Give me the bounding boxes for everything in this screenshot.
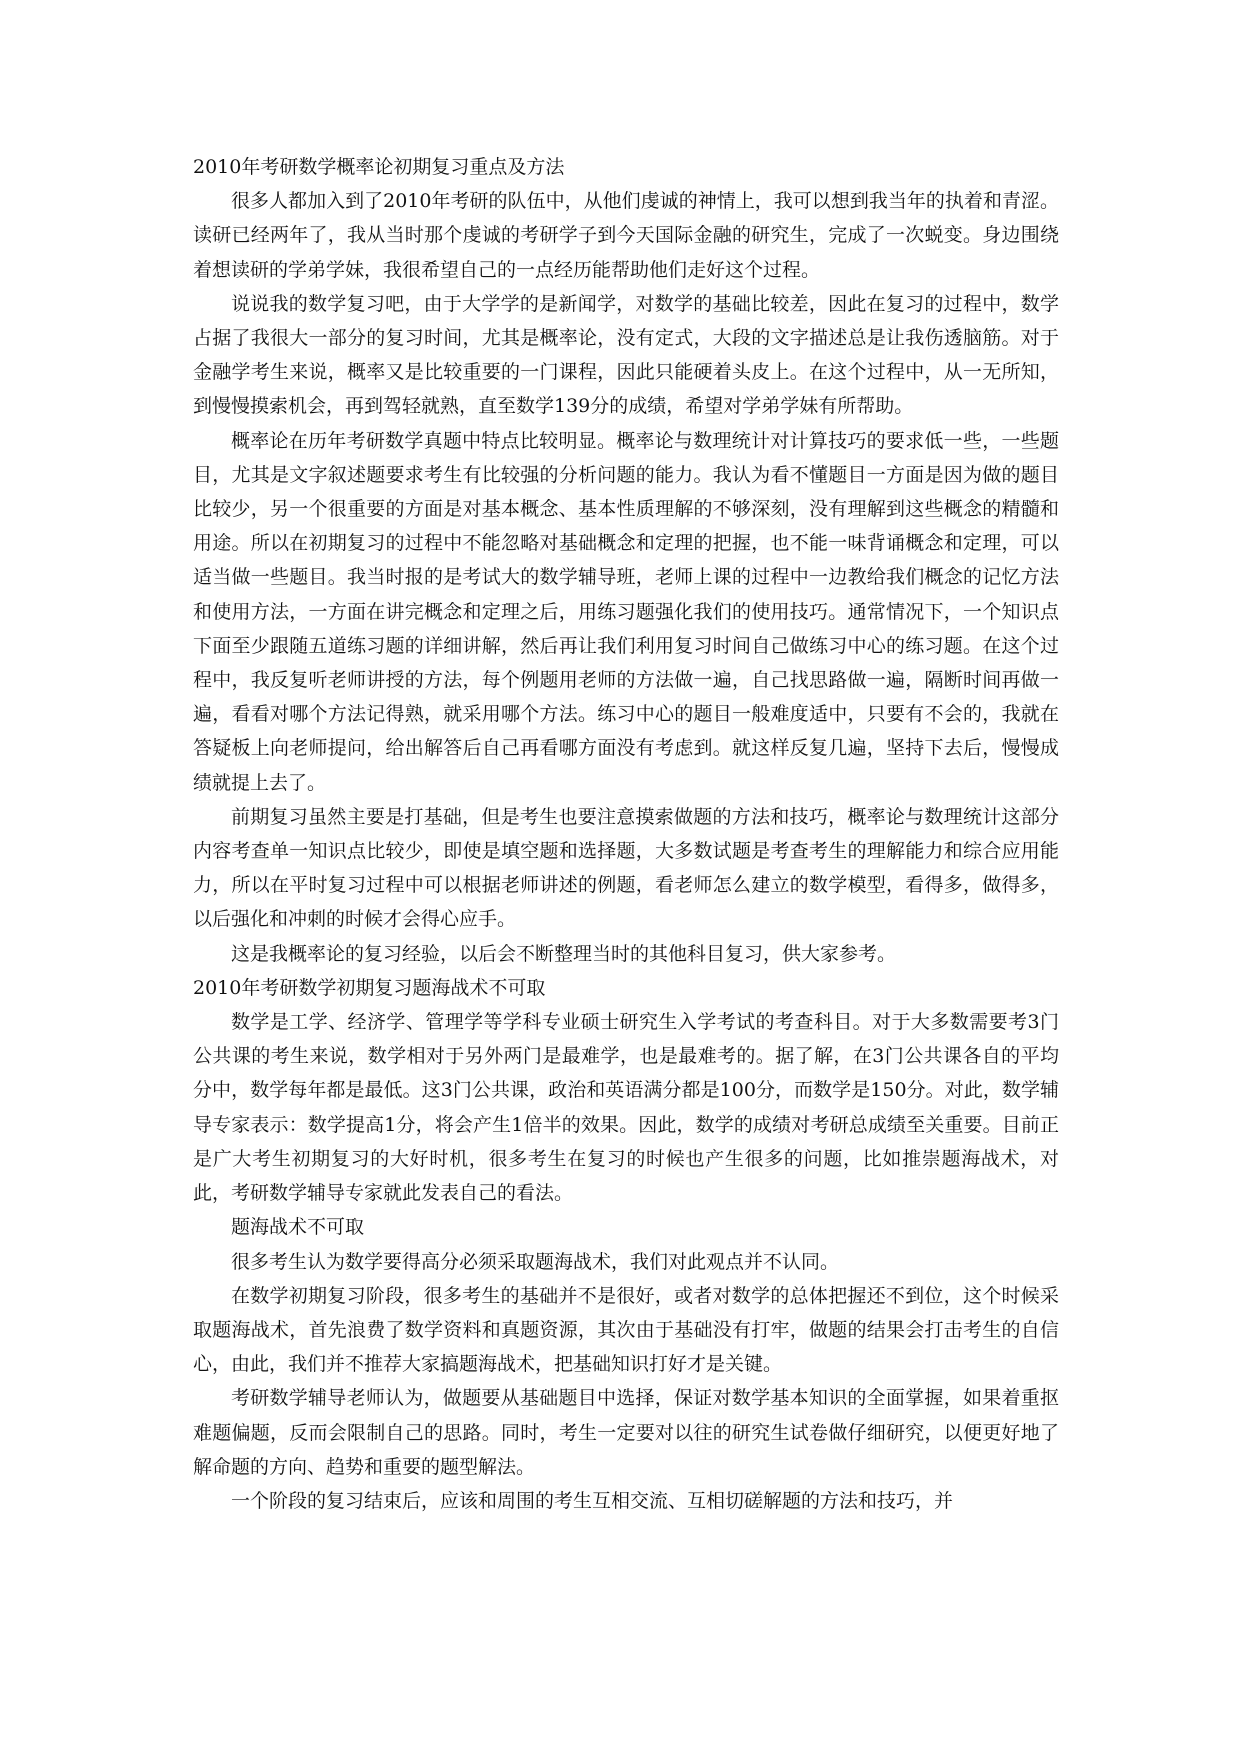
paragraph-closing-note: 这是我概率论的复习经验，以后会不断整理当时的其他科目复习，供大家参考。 (231, 942, 897, 965)
paragraph-probability-characteristics: 概率论在历年考研数学真题中特点比较明显。概率论与数理统计对计算技巧的要求低一些，一些题目，尤其是文字叙述题要求考生有比较强的分析问题的能力。我认为看不懂题目一方面是因为做的题目比较少，另一个很重要的方面是对基本概念、基本性质理解的不够深刻，没有理解到这些概念的精髓和用途。所以在初期复习的过程中不能忽略对基础概念和定理的把握，也不能一味背诵概念和定理，可以适当做一些题目。我当时报的是考试大的数学辅导班，老师上课的过程中一边教给我们概念的记忆方法和使用方法，一方面在讲完概念和定理之后，用练习题强化我们的使用技巧。通常情况下，一个知识点下面至少跟随五道练习题的详细讲解，然后再让我们利用复习时间自己做练习中心的练习题。在这个过程中，我反复听老师讲授的方法，每个例题用老师的方法做一遍，自己找思路做一遍，隔断时间再做一遍，看看对哪个方法记得熟，就采用哪个方法。练习中心的题目一般难度适中，只要有不会的，我就在答疑板上向老师提问，给出解答后自己再看哪方面没有考虑到。就这样反复几遍，坚持下去后，慢慢成绩就提上去了。 (193, 429, 1059, 794)
section-heading-probability: 2010年考研数学概率论初期复习重点及方法 (193, 156, 565, 178)
paragraph-math-importance: 数学是工学、经济学、管理学等学科专业硕士研究生入学考试的考查科目。对于大多数需要考3门公共课的考生来说，数学相对于另外两门是最难学，也是最难考的。据了解，在3门公共课各自的平均分中，数学每年都是最低。这3门公共课，政治和英语满分都是100分，而数学是150分。对此，数学辅导专家表示：数学提高1分，将会产生1倍半的效果。因此，数学的成绩对考研总成绩至关重要。目前正是广大考生初期复习的大好时机，很多考生在复习的时候也产生很多的问题，比如推崇题海战术，对此，考研数学辅导专家就此发表自己的看法。 (193, 1011, 1059, 1205)
paragraph-review-experience: 说说我的数学复习吧，由于大学学的是新闻学，对数学的基础比较差，因此在复习的过程中，数学占据了我很大一部分的复习时间，尤其是概率论，没有定式，大段的文字描述总是让我伤透脑筋。对于金融学考生来说，概率又是比较重要的一门课程，因此只能硬着头皮上。在这个过程中，从一无所知，到慢慢摸索机会，再到驾轻就熟，直至数学139分的成绩，希望对学弟学妹有所帮助。 (193, 292, 1059, 418)
document-body (193, 150, 1059, 1518)
paragraph-early-review-methods: 前期复习虽然主要是打基础，但是考生也要注意摸索做题的方法和技巧，概率论与数理统计这部分内容考查单一知识点比较少，即使是填空题和选择题，大多数试题是考查考生的理解能力和综合应用能力，所以在平时复习过程中可以根据老师讲述的例题，看老师怎么建立的数学模型，看得多，做得多，以后强化和冲刺的时候才会得心应手。 (193, 805, 1059, 931)
paragraph-intro: 很多人都加入到了2010年考研的队伍中，从他们虔诚的神情上，我可以想到我当年的执着和青涩。读研已经两年了，我从当时那个虔诚的考研学子到今天国际金融的研究生，完成了一次蜕变。身边围绕着想读研的学弟学妹，我很希望自己的一点经历能帮助他们走好这个过程。 (193, 190, 1059, 281)
paragraph-early-stage-advice: 在数学初期复习阶段，很多考生的基础并不是很好，或者对数学的总体把握还不到位，这个时候采取题海战术，首先浪费了数学资料和真题资源，其次由于基础没有打牢，做题的结果会打击考生的自信心，由此，我们并不推荐大家搞题海战术，把基础知识打好才是关键。 (193, 1284, 1059, 1376)
subheading-question-sea: 题海战术不可取 (231, 1216, 365, 1239)
section-heading-question-sea: 2010年考研数学初期复习题海战术不可取 (193, 976, 546, 999)
paragraph-exchange-advice: 一个阶段的复习结束后，应该和周围的考生互相交流、互相切磋解题的方法和技巧，并 (231, 1489, 954, 1512)
paragraph-teacher-advice: 考研数学辅导老师认为，做题要从基础题目中选择，保证对数学基本知识的全面掌握，如果着重抠难题偏题，反而会限制自己的思路。同时，考生一定要对以往的研究生试卷做仔细研究，以便更好地了解命题的方向、趋势和重要的题型解法。 (193, 1387, 1059, 1478)
paragraph-opinion: 很多考生认为数学要得高分必须采取题海战术，我们对此观点并不认同。 (231, 1250, 840, 1273)
